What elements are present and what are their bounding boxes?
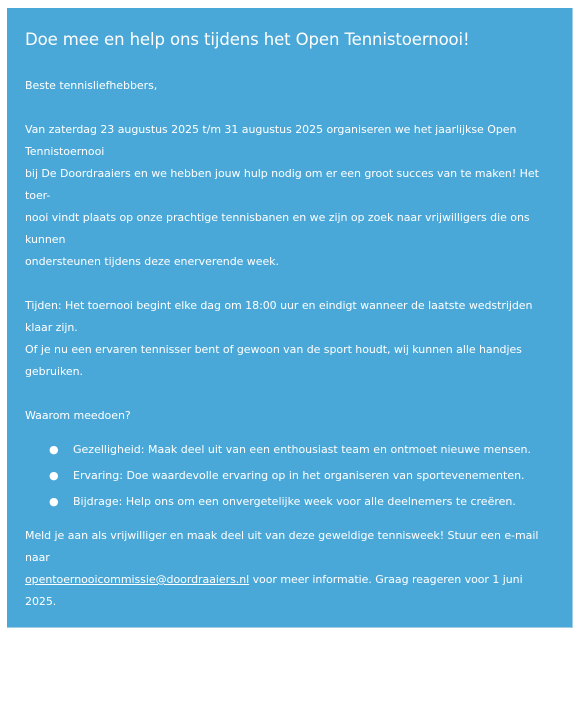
benefit-text: Bijdrage: Help ons om een onvergetelijke week voor alle deelnemers te creëren. [73, 495, 516, 508]
cta-line: Meld je aan als vrijwilliger en maak deel uit van deze geweldige tennisweek! Stuur een e-mail naar [25, 529, 539, 564]
intro-line: bij De Doordraaiers en we hebben jouw hulp nodig om er een groot succes van te maken! Het toer- [25, 167, 539, 202]
closing-paragraph: We kijken ernaar uit om samen met jou een fantastisch toernooi neer te zetten! [25, 639, 462, 652]
cta-line-rest: voor meer informatie. Graag reageren voor 1 juni 2025. [25, 573, 523, 608]
list-item [25, 489, 554, 515]
signoff-sender: Open Toernooicommissie [25, 705, 162, 718]
bullet-icon: ● [49, 469, 59, 482]
times-line: Of je nu een ervaren tennisser bent of gewoon van de sport houdt, wij kunnen alle handjes gebruiken. [25, 343, 522, 378]
times-paragraph [25, 295, 554, 383]
list-item [25, 463, 554, 489]
why-heading: Waarom meedoen? [25, 409, 131, 422]
cta-paragraph [25, 525, 554, 613]
intro-paragraph [25, 119, 554, 273]
email-body-panel [7, 8, 573, 718]
bullet-icon: ● [49, 495, 59, 508]
greeting: Beste tennisliefhebbers, [25, 79, 158, 92]
signoff-greeting: Sportieve groeten, [25, 683, 127, 696]
cta-line [25, 569, 554, 613]
list-item [25, 437, 554, 463]
benefits-list [25, 437, 554, 515]
times-line: Tijden: Het toernooi begint elke dag om 18:00 uur en eindigt wanneer de laatste wedstrijden klaar zijn. [25, 299, 533, 334]
signoff [25, 679, 554, 723]
benefit-text: Gezelligheid: Maak deel uit van een enthousiast team en ontmoet nieuwe mensen. [73, 443, 531, 456]
intro-line: ondersteunen tijdens deze enerverende week. [25, 255, 279, 268]
email-link[interactable]: opentoernooicommissie@doordraaiers.nl [25, 573, 250, 586]
benefit-text: Ervaring: Doe waardevolle ervaring op in het organiseren van sportevenementen. [73, 469, 525, 482]
bullet-icon: ● [49, 443, 59, 456]
intro-line: nooi vindt plaats op onze prachtige tennisbanen en we zijn op zoek naar vrijwilligers die ons kunnen [25, 211, 530, 246]
intro-line: Van zaterdag 23 augustus 2025 t/m 31 augustus 2025 organiseren we het jaarlijkse Open Tennistoernooi [25, 123, 517, 158]
email-title: Doe mee en help ons tijdens het Open Tennistoernooi! [25, 30, 470, 49]
